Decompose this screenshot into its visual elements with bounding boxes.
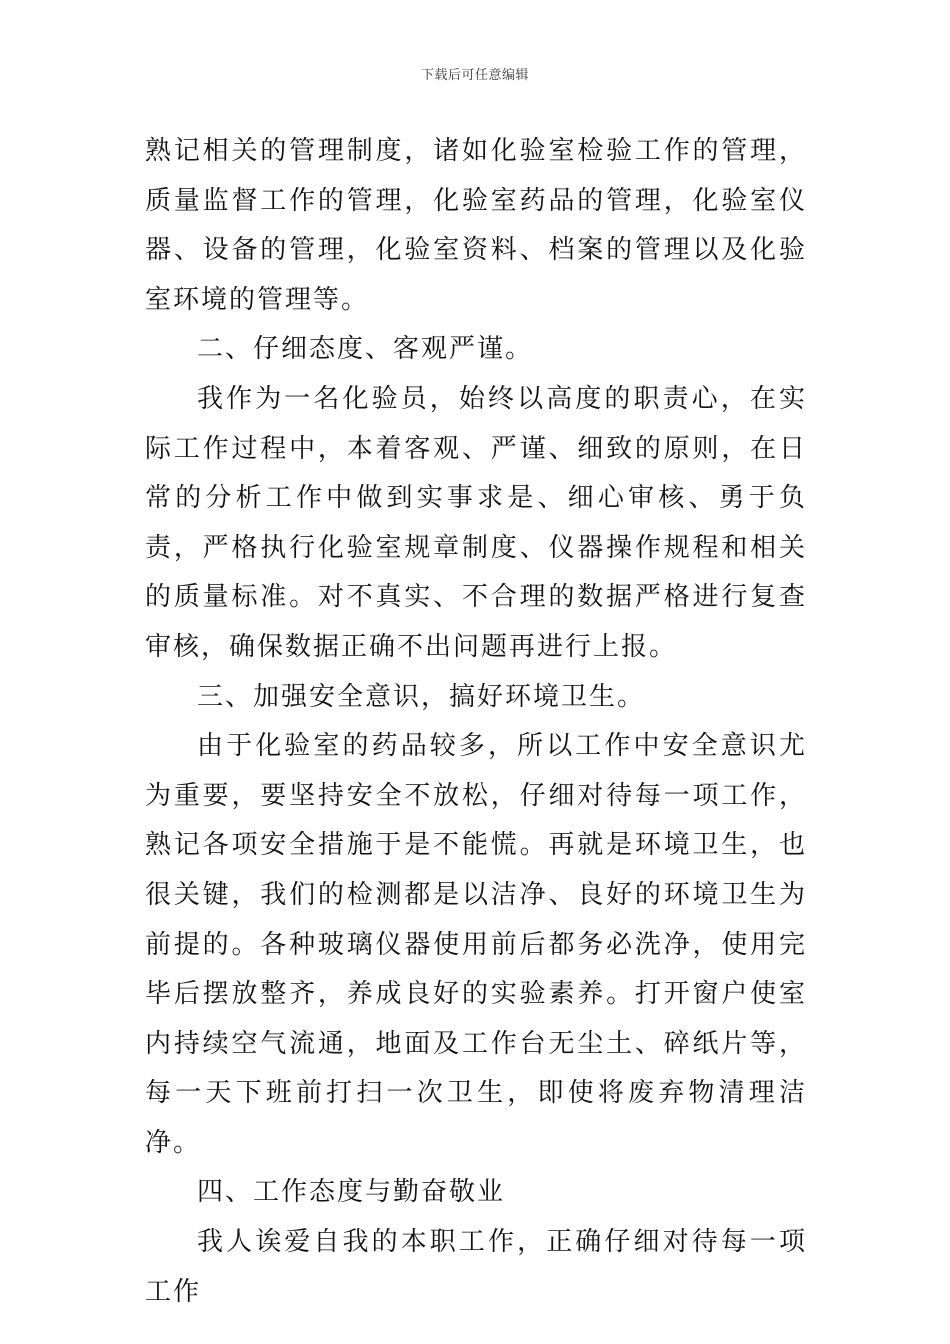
paragraph-diligence: 我人诶爱自我的本职工作，正确仔细对待每一项工作 [145, 1227, 807, 1307]
document-body [145, 127, 807, 1317]
section-heading-3: 三、加强安全意识，搞好环境卫生。 [197, 681, 646, 712]
paragraph-management-rules: 熟记相关的管理制度，诸如化验室检验工作的管理，质量监督工作的管理，化验室药品的管理，化验室仪器、设备的管理，化验室资料、档案的管理以及化验室环境的管理等。 [145, 136, 807, 315]
section-heading-4: 四、工作态度与勤奋敬业 [197, 1177, 506, 1208]
page-header: 下载后可任意编辑 [420, 68, 529, 83]
paragraph-attitude: 我作为一名化验员，始终以高度的职责心，在实际工作过程中，本着客观、严谨、细致的原则，在日常的分析工作中做到实事求是、细心审核、勇于负责，严格执行化验室规章制度、仪器操作规程和相关的质量标准。对不真实、不合理的数据严格进行复查审核，确保数据正确不出问题再进行上报。 [145, 383, 807, 662]
section-heading-2: 二、仔细态度、客观严谨。 [197, 334, 534, 365]
paragraph-safety: 由于化验室的药品较多，所以工作中安全意识尤为重要，要坚持安全不放松，仔细对待每一项工作，熟记各项安全措施于是不能慌。再就是环境卫生，也很关键，我们的检测都是以洁净、良好的环境卫生为前提的。各种玻璃仪器使用前后都务必洗净，使用完毕后摆放整齐，养成良好的实验素养。打开窗户使室内持续空气流通，地面及工作台无尘土、碎纸片等，每一天下班前打扫一次卫生，即使将废弃物清理洁净。 [145, 731, 807, 1158]
